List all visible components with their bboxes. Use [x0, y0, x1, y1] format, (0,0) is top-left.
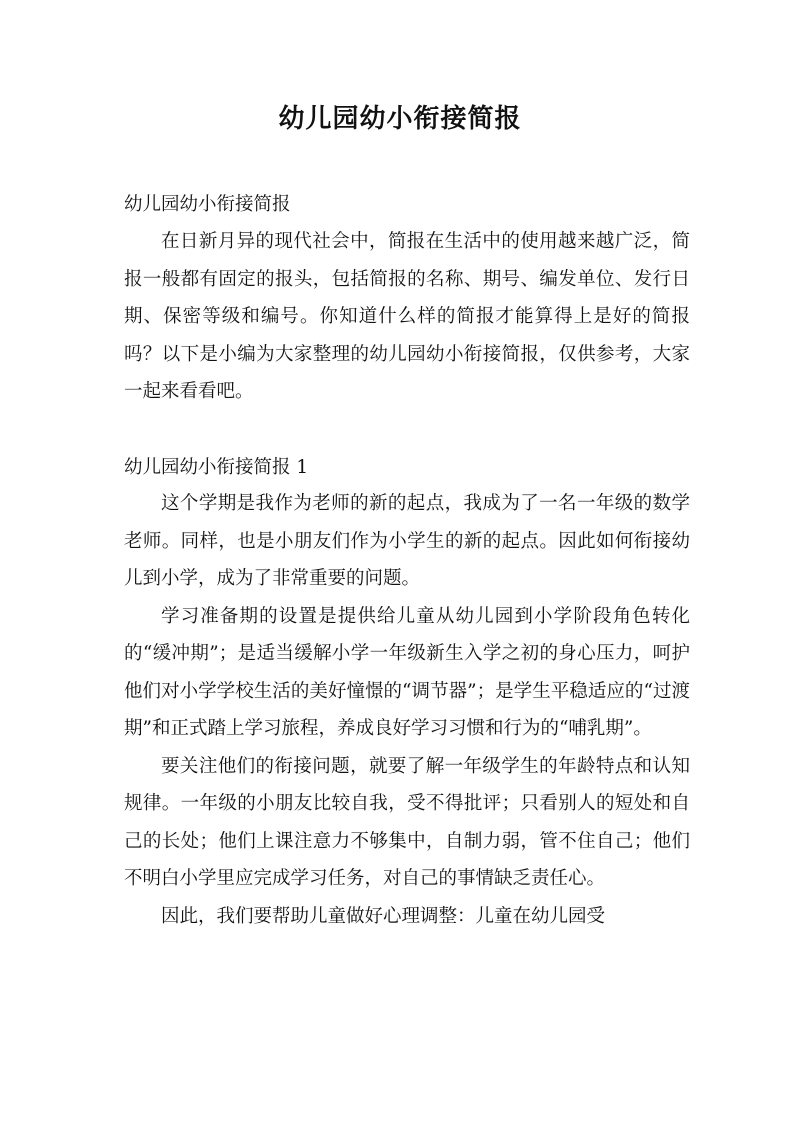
document-title: 幼儿园幼小衔接简报	[278, 104, 522, 134]
intro-block	[124, 223, 690, 411]
intro-heading: 幼儿园幼小衔接简报	[124, 194, 291, 215]
section1-paragraph-4: 因此，我们要帮助儿童做好心理调整：儿童在幼儿园受	[161, 905, 606, 927]
section1-paragraph-2: 学习准备期的设置是提供给儿童从幼儿园到小学阶段角色转化的“缓冲期”；是适当缓解小学一年级新生入学之初的身心压力，呵护他们对小学学校生活的美好憧憬的“调节器”；是学生平稳适应的“过渡期”和正式踏上学习旅程，养成良好学习习惯和行为的“哺乳期”。	[124, 605, 690, 739]
section1-paragraph-3: 要关注他们的衔接问题，就要了解一年级学生的年龄特点和认知规律。一年级的小朋友比较自我，受不得批评；只看别人的短处和自己的长处；他们上课注意力不够集中，自制力弱，管不住自己；他们不明白小学里应完成学习任务，对自己的事情缺乏责任心。	[124, 755, 690, 889]
section1-paragraph-1: 这个学期是我作为老师的新的起点，我成为了一名一年级的数学老师。同样，也是小朋友们作为小学生的新的起点。因此如何衔接幼儿到小学，成为了非常重要的问题。	[124, 493, 690, 589]
section1-block	[124, 485, 690, 935]
intro-paragraph: 在日新月异的现代社会中，简报在生活中的使用越来越广泛，简报一般都有固定的报头，包括简报的名称、期号、编发单位、发行日期、保密等级和编号。你知道什么样的简报才能算得上是好的简报吗？以下是小编为大家整理的幼儿园幼小衔接简报，仅供参考，大家一起来看看吧。	[124, 231, 690, 402]
section1-heading: 幼儿园幼小衔接简报 1	[124, 457, 309, 478]
